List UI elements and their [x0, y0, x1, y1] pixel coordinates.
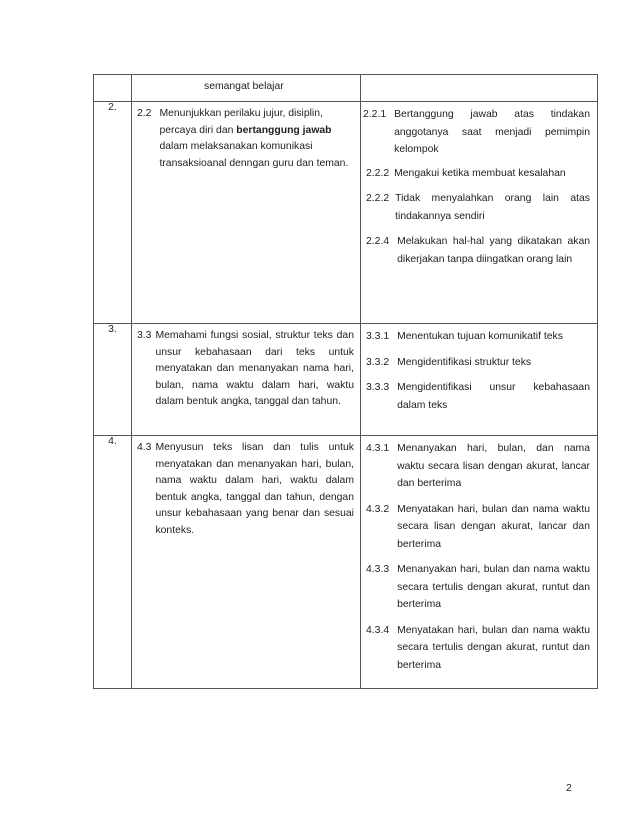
indicator-item: [361, 106, 597, 159]
indicator-item: [361, 379, 597, 414]
indicator-text: Menyatakan hari, bulan dan nama waktu secara lisan dengan akurat, lancar dan berterima: [397, 503, 590, 550]
indicator-text: Menentukan tujuan komunikatif teks: [397, 331, 563, 342]
indicator-text: Mengidentifikasi unsur kebahasaan dalam teks: [397, 382, 590, 411]
competency-text: semangat belajar: [204, 81, 284, 92]
indicator-text: Bertanggung jawab atas tindakan anggotanya saat menjadi pemimpin kelompok: [394, 109, 590, 155]
competency-cell: [132, 324, 361, 436]
row-number: 2.: [108, 102, 117, 113]
competency-text: Memahami fungsi sosial, struktur teks dan unsur kebahasaan dari teks untuk menyatakan dan menanyakan nama hari, bulan, nama waktu dalam hari, waktu dalam bentuk angka, tanggal dan tahun.: [155, 330, 354, 407]
indicator-code: 2.2.1: [363, 109, 387, 120]
competency-code: 3.3: [137, 330, 152, 341]
indicator-item: [361, 622, 597, 675]
competency-code: 2.2: [137, 108, 152, 119]
table-row: [94, 436, 598, 689]
indicator-code: 2.2.4: [366, 236, 390, 247]
indicator-item: [361, 165, 597, 183]
row-number: 4.: [108, 436, 117, 447]
indicator-cell: [361, 75, 598, 102]
competency-cell: [132, 75, 361, 102]
table-row: [94, 102, 598, 324]
row-number-cell: [94, 102, 132, 324]
indicator-code: 4.3.1: [366, 443, 390, 454]
indicator-text: Mengidentifikasi struktur teks: [397, 356, 532, 368]
indicator-item: [361, 501, 597, 554]
indicator-code: 3.3.1: [366, 331, 390, 342]
indicator-item: [361, 190, 597, 225]
indicator-code: 4.3.3: [366, 564, 390, 575]
table-row: [94, 324, 598, 436]
indicator-code: 2.2.2: [366, 167, 390, 179]
row-number-cell: [94, 324, 132, 436]
indicator-cell: [361, 436, 598, 689]
indicator-cell: [361, 324, 598, 436]
indicator-item: [361, 233, 597, 268]
row-number-cell: [94, 75, 132, 102]
competency-cell: [132, 436, 361, 689]
competency-code: 4.3: [137, 442, 152, 453]
indicator-text: Mengakui ketika membuat kesalahan: [394, 167, 566, 179]
indicator-item: [361, 328, 597, 346]
table-row: [94, 75, 598, 102]
indicator-item: [361, 440, 597, 493]
indicator-text: Menanyakan hari, bulan, dan nama waktu secara lisan dengan akurat, lancar dan berterima: [397, 443, 590, 489]
page-number: 2: [566, 783, 572, 794]
indicator-text: Menanyakan hari, bulan dan nama waktu secara tertulis dengan akurat, runtut dan berterima: [397, 564, 590, 610]
row-number-cell: [94, 436, 132, 689]
competency-emphasis: bertanggung jawab: [236, 124, 332, 136]
indicator-cell: [361, 102, 598, 324]
competency-cell: [132, 102, 361, 324]
indicator-code: 3.3.2: [366, 356, 390, 368]
indicator-text: Tidak menyalahkan orang lain atas tindakannya sendiri: [395, 193, 590, 222]
indicator-code: 4.3.4: [366, 624, 390, 636]
competency-text: Menunjukkan perilaku jujur, disiplin, percaya diri dan bertanggung jawab dalam melaksanakan komunikasi transaksioanal denngan guru dan teman.: [159, 108, 349, 169]
competency-table: [93, 74, 598, 689]
indicator-item: [361, 561, 597, 614]
indicator-text: Melakukan hal-hal yang dikatakan akan dikerjakan tanpa diingatkan orang lain: [397, 236, 590, 265]
indicator-item: [361, 354, 597, 372]
row-number: 3.: [108, 324, 117, 335]
indicator-code: 4.3.2: [366, 503, 390, 515]
competency-text: Menyusun teks lisan dan tulis untuk menyatakan dan menanyakan hari, bulan, nama waktu dalam hari, waktu dalam bentuk angka, tanggal dan tahun, dengan unsur kebahasaan yang benar dan sesuai konteks.: [155, 442, 354, 536]
indicator-code: 2.2.2: [366, 193, 390, 204]
indicator-text: Menyatakan hari, bulan dan nama waktu secara tertulis dengan akurat, runtut dan berterima: [397, 624, 590, 671]
indicator-code: 3.3.3: [366, 382, 390, 393]
